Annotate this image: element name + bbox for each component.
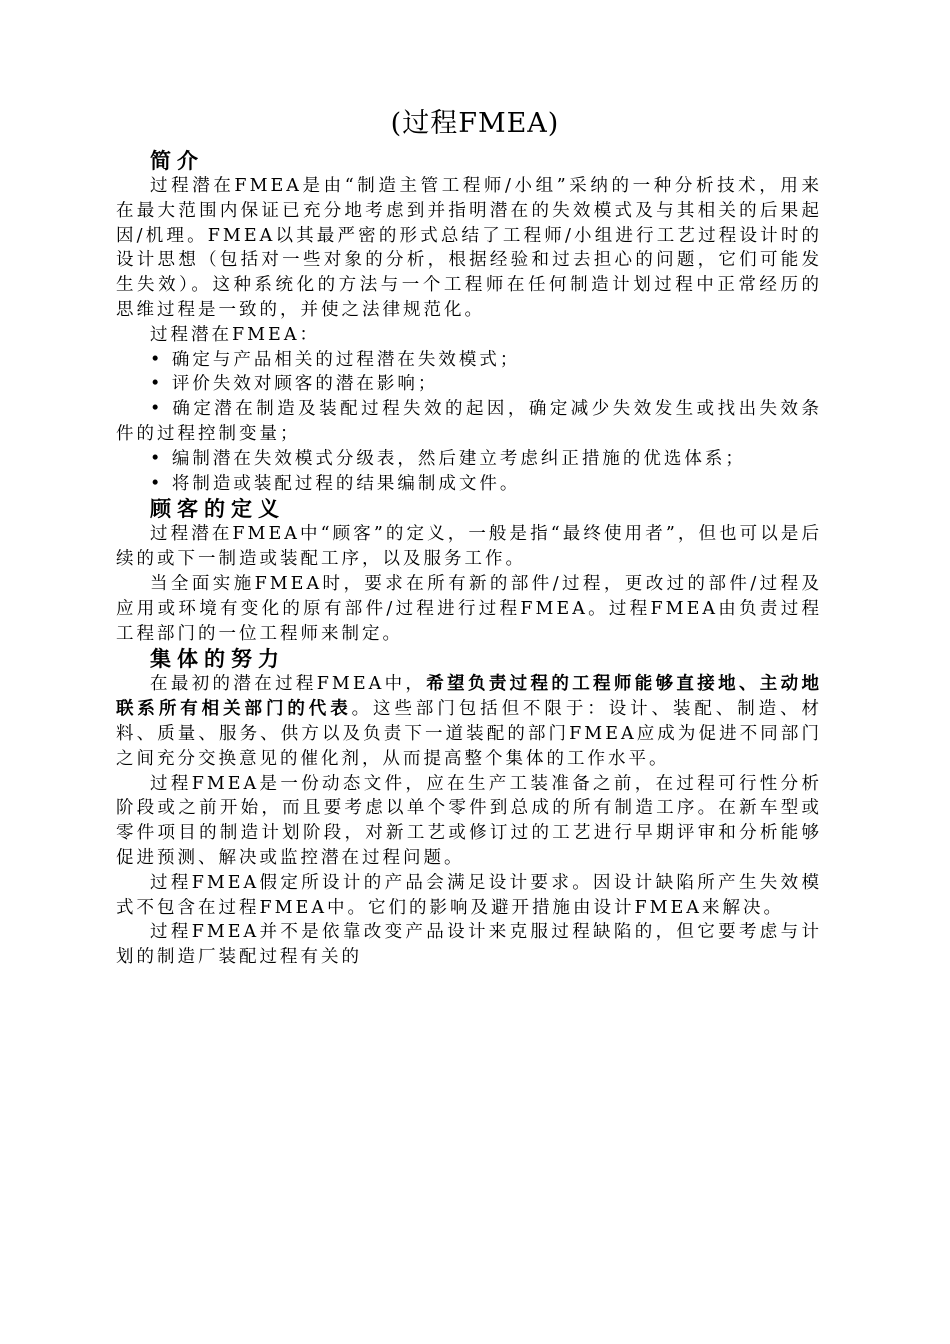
process-fmea-lead-in: 过程潜在FMEA： [150, 324, 320, 345]
bullet-item: • 确定与产品相关的过程潜在失效模式； [150, 349, 521, 370]
document-title: (过程FMEA) [390, 108, 560, 139]
section-heading-team-effort: 集体的努力 [150, 646, 285, 672]
bullet-item: • 编制潜在失效模式分级表，然后建立考虑纠正措施的优选体系； [150, 448, 746, 469]
section-heading-introduction: 简介 [150, 148, 204, 173]
team-effort-paragraph [116, 672, 822, 771]
team-effort-emphasis: 希望负责过程的工程师能够直接地、主动地联系所有相关部门的代表 [116, 674, 822, 720]
section-heading-customer-definition: 顾客的定义 [150, 496, 285, 522]
implementation-paragraph: 当全面实施FMEA时，要求在所有新的部件/过程，更改过的部件/过程及应用或环境有变化的原有部件/过程进行过程FMEA。过程FMEA由负责过程工程部门的一位工程师来制定。 [116, 573, 822, 644]
bullet-item: • 评价失效对顾客的潜在影响； [150, 374, 439, 395]
intro-paragraph: 过程潜在FMEA是由“制造主管工程师/小组”采纳的一种分析技术，用来在最大范围内保证已充分地考虑到并指明潜在的失效模式及与其相关的后果起因/机理。FMEA以其最严密的形式总结了工程师/小组进行工艺过程设计时的设计思想（包括对一些对象的分析，根据经验和过去担心的问题，它们可能发生失效）。这种系统化的方法与一个工程师在任何制造计划过程中正常经历的思维过程是一致的，并使之法律规范化。 [116, 176, 822, 320]
bullet-item: • 确定潜在制造及装配过程失效的起因，确定减少失效发生或找出失效条件的过程控制变量； [116, 399, 822, 444]
team-effort-text-start: 在最初的潜在过程FMEA中， [150, 674, 427, 695]
dynamic-document-paragraph: 过程FMEA是一份动态文件，应在生产工装准备之前，在过程可行性分析阶段或之前开始，而且要考虑以单个零件到总成的所有制造工序。在新车型或零件项目的制造计划阶段，对新工艺或修订过的工艺进行早期评审和分析能够促进预测、解决或监控潜在过程问题。 [116, 773, 822, 868]
process-defect-paragraph: 过程FMEA并不是依靠改变产品设计来克服过程缺陷的，但它要考虑与计划的制造厂装配过程有关的 [116, 922, 822, 968]
document-body [116, 148, 822, 970]
customer-definition-paragraph: 过程潜在FMEA中“顾客”的定义，一般是指“最终使用者”，但也可以是后续的或下一制造或装配工序，以及服务工作。 [116, 524, 822, 570]
bullet-item: • 将制造或装配过程的结果编制成文件。 [150, 473, 521, 494]
team-effort-text-end: 。这些部门包括但不限于：设计、装配、制造、材料、质量、服务、供方以及负责下一道装配的部门FMEA应成为促进不同部门之间充分交换意见的催化剂，从而提高整个集体的工作水平。 [116, 699, 822, 769]
design-assumption-paragraph: 过程FMEA假定所设计的产品会满足设计要求。因设计缺陷所产生失效模式不包含在过程FMEA中。它们的影响及避开措施由设计FMEA来解决。 [116, 872, 822, 918]
